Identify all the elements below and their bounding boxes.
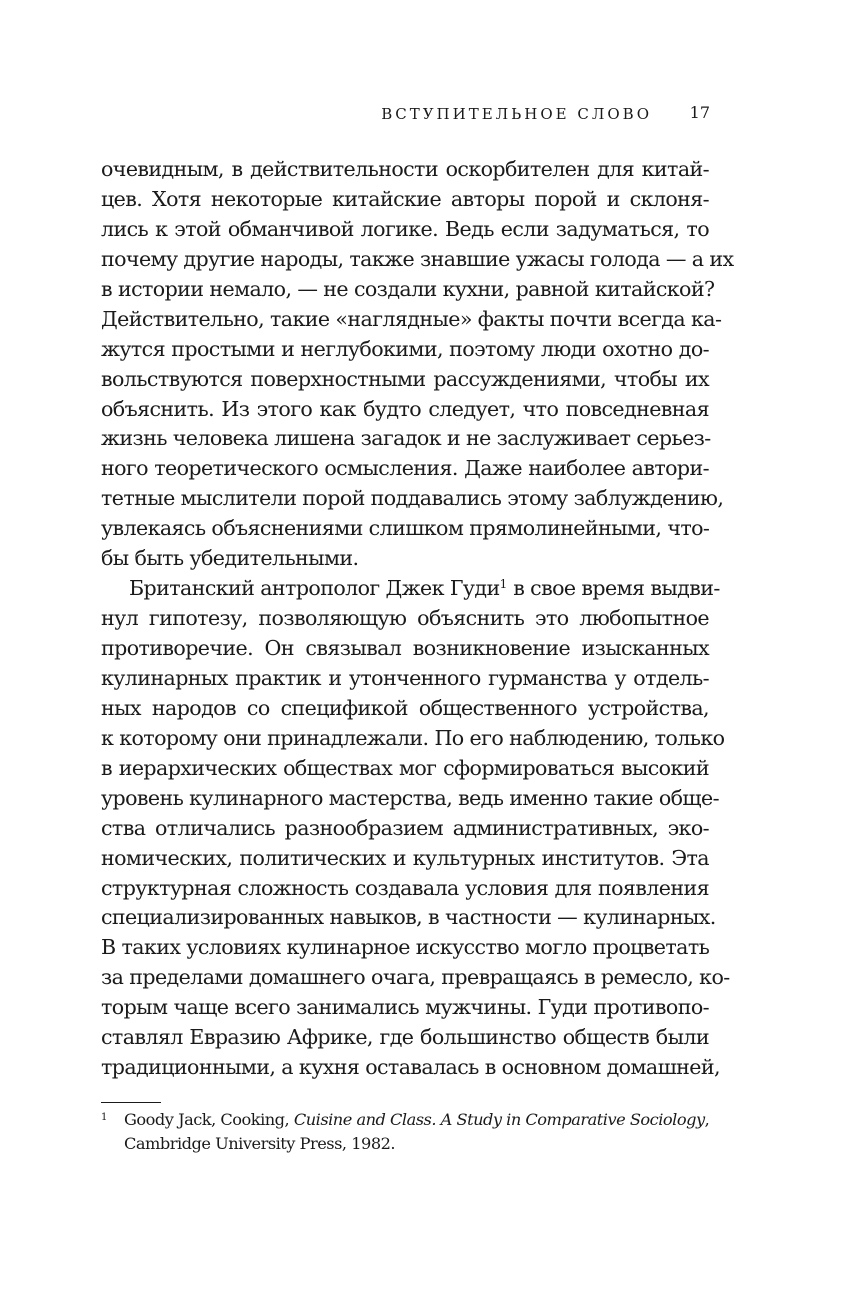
text-line: цев. Хотя некоторые китайские авторы порой и склоня- bbox=[101, 186, 709, 211]
text-line: жутся простыми и неглубокими, поэтому люди охотно до- bbox=[101, 336, 709, 361]
text-line: в иерархических обществах мог сформироваться высокий bbox=[101, 755, 709, 780]
footnote-line bbox=[124, 1108, 709, 1132]
footnote-mark: 1 bbox=[101, 1112, 107, 1123]
text-line: ства отличались разнообразием административных, эко- bbox=[101, 815, 709, 840]
footnote-divider bbox=[101, 1102, 161, 1103]
text-line: специализированных навыков, в частности — кулинарных. bbox=[101, 905, 716, 930]
page-number: 17 bbox=[689, 103, 710, 122]
paragraph-2 bbox=[101, 574, 730, 1083]
text-line: структурная сложность создавала условия для появления bbox=[101, 875, 709, 900]
text-line: за пределами домашнего очага, превращаясь в ремесло, ко- bbox=[101, 965, 730, 990]
text-line: ных народов со спецификой общественного устройства, bbox=[101, 695, 709, 720]
footnote-text: , bbox=[704, 1110, 710, 1129]
text-line: Действительно, такие «наглядные» факты почти всегда ка- bbox=[101, 306, 722, 331]
text-line: объяснить. Из этого как будто следует, что повседневная bbox=[101, 396, 709, 421]
text-line-first bbox=[101, 574, 720, 604]
text-line: кулинарных практик и утонченного гурманства у отдель- bbox=[101, 665, 709, 690]
footnote-line: Cambridge University Press, 1982. bbox=[124, 1134, 396, 1153]
text-line: вольствуются поверхностными рассуждениями, чтобы их bbox=[101, 366, 709, 391]
paragraph-1 bbox=[101, 155, 734, 574]
text-line: уровень кулинарного мастерства, ведь именно такие обще- bbox=[101, 785, 719, 810]
footnote-1 bbox=[101, 1108, 709, 1156]
text-line: к которому они принадлежали. По его наблюдению, только bbox=[101, 725, 725, 750]
text-fragment: в свое время выдви- bbox=[507, 576, 720, 601]
text-line: ставлял Евразию Африке, где большинство обществ были bbox=[101, 1025, 709, 1050]
text-line: почему другие народы, также знавшие ужасы голода — а их bbox=[101, 246, 734, 271]
text-line: противоречие. Он связывал возникновение изысканных bbox=[101, 636, 709, 660]
text-line: традиционными, а кухня оставалась в основном домашней, bbox=[101, 1055, 720, 1080]
text-line: номических, политических и культурных институтов. Эта bbox=[101, 845, 709, 870]
running-head-title: ВСТУПИТЕЛЬНОЕ СЛОВО bbox=[381, 105, 652, 123]
text-line: очевидным, в действительности оскорбителен для китай- bbox=[101, 157, 709, 181]
text-line: жизнь человека лишена загадок и не заслуживает серьез- bbox=[101, 426, 711, 451]
footnote-reference[interactable]: 1 bbox=[499, 577, 508, 592]
text-fragment: Британский антрополог Джек Гуди bbox=[129, 576, 500, 601]
text-line: бы быть убедительными. bbox=[101, 546, 359, 571]
text-line: ного теоретического осмысления. Даже наиболее автори- bbox=[101, 456, 709, 481]
footnote-body bbox=[101, 1108, 709, 1156]
text-line: в истории немало, — не создали кухни, равной китайской? bbox=[101, 276, 715, 301]
footnote-text: Goody Jack, Cooking, bbox=[124, 1110, 294, 1129]
running-head bbox=[100, 101, 710, 127]
main-text bbox=[101, 155, 734, 1083]
text-line: увлекаясь объяснениями слишком прямолинейными, что- bbox=[101, 516, 710, 541]
text-line: тетные мыслители порой поддавались этому заблуждению, bbox=[101, 486, 724, 511]
text-line: В таких условиях кулинарное искусство могло процветать bbox=[101, 935, 710, 960]
text-line: торым чаще всего занимались мужчины. Гуди противопо- bbox=[101, 995, 709, 1020]
text-line: лись к этой обманчивой логике. Ведь если задуматься, то bbox=[101, 216, 709, 241]
footnotes bbox=[101, 1108, 709, 1156]
text-line: нул гипотезу, позволяющую объяснить это любопытное bbox=[101, 606, 709, 631]
footnote-title-italic: Cuisine and Class. A Study in Comparative Sociology bbox=[293, 1110, 705, 1129]
